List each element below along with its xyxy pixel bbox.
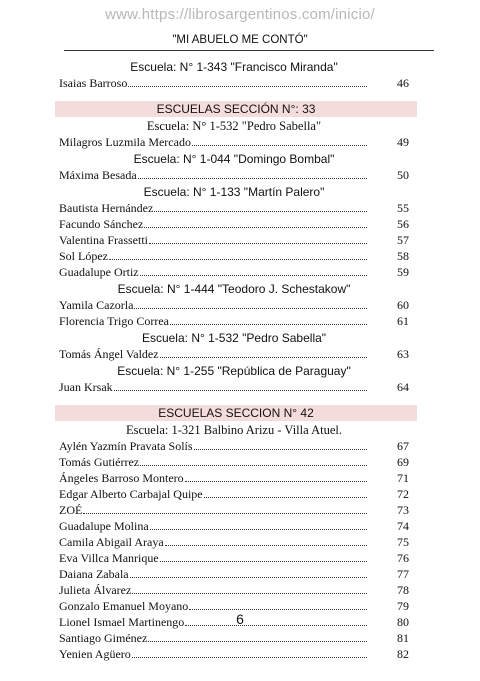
dot-leader — [130, 577, 367, 578]
school-heading: Escuela: N° 1-532 "Pedro Sabella" — [141, 331, 327, 345]
toc-entry — [59, 379, 409, 395]
page-ref: 79 — [397, 599, 409, 613]
student-name: Tomás Ángel Valdez — [59, 347, 159, 361]
dot-leader — [185, 481, 367, 482]
toc-entry — [59, 216, 409, 232]
dot-leader — [150, 529, 367, 530]
student-name: Aylén Yazmín Pravata Solís — [59, 439, 193, 453]
page-ref: 80 — [397, 615, 409, 629]
dot-leader — [165, 545, 367, 546]
student-name: Tomás Gutiérrez — [59, 455, 140, 469]
toc-entry — [59, 550, 409, 566]
page-ref: 81 — [397, 631, 409, 645]
page-ref: 64 — [397, 380, 409, 394]
student-name: Sol López — [59, 249, 108, 263]
page-header-title: "MI ABUELO ME CONTÓ" — [172, 34, 308, 46]
dot-leader — [194, 449, 367, 450]
toc-entry — [59, 518, 409, 534]
toc-entry — [59, 582, 409, 598]
dot-leader — [138, 178, 367, 179]
dot-leader — [140, 275, 367, 276]
toc-entry — [59, 438, 409, 454]
page-ref: 82 — [397, 647, 409, 661]
page-ref: 49 — [397, 135, 409, 149]
page-ref: 74 — [397, 519, 409, 533]
student-name: Isaias Barroso — [59, 76, 128, 90]
page-ref: 46 — [397, 76, 409, 90]
toc-entry — [59, 486, 409, 502]
page-ref: 76 — [397, 551, 409, 565]
dot-leader — [160, 561, 367, 562]
school-heading: Escuela: N° 1-133 "Martín Palero" — [143, 185, 325, 199]
toc-entry — [59, 346, 409, 362]
dot-leader — [204, 497, 367, 498]
school-heading: Escuela: N° 1-444 "Teodoro J. Schestakow" — [117, 282, 351, 296]
section-heading-42: ESCUELAS SECCION N° 42 — [55, 405, 417, 421]
toc-entry — [59, 630, 409, 646]
student-name: Máxima Besada — [59, 168, 137, 182]
page-ref: 60 — [397, 298, 409, 312]
toc-entry — [59, 646, 409, 662]
student-name: Yenien Agüero — [59, 647, 131, 661]
student-name: Eva Villca Manrique — [59, 551, 159, 565]
dot-leader — [189, 609, 367, 610]
toc-entry — [59, 454, 409, 470]
student-name: Lionel Ismael Martinengo — [59, 615, 185, 629]
toc-entry — [59, 264, 409, 280]
page-ref: 67 — [397, 439, 409, 453]
dot-leader — [128, 86, 367, 87]
dot-leader — [132, 593, 367, 594]
school-heading: Escuela: N° 1-532 "Pedro Sabella" — [146, 119, 322, 133]
page-ref: 63 — [397, 347, 409, 361]
student-name: Julieta Álvarez — [59, 583, 132, 597]
student-name: Guadalupe Molina — [59, 519, 149, 533]
student-name: Camila Abigail Araya — [59, 535, 164, 549]
page-ref: 78 — [397, 583, 409, 597]
school-heading: Escuela: N° 1-255 "República de Paraguay" — [117, 364, 351, 378]
page-ref: 73 — [397, 503, 409, 517]
student-name: Milagros Luzmila Mercado — [59, 135, 191, 149]
dot-leader — [140, 465, 367, 466]
toc-entry — [59, 566, 409, 582]
student-name: ZOÉ — [59, 503, 83, 517]
toc-entry — [59, 470, 409, 486]
student-name: Juan Krsak — [59, 380, 113, 394]
header-divider — [64, 50, 434, 51]
page-ref: 59 — [397, 265, 409, 279]
student-name: Gonzalo Emanuel Moyano — [59, 599, 189, 613]
student-name: Edgar Alberto Carbajal Quipe — [59, 487, 203, 501]
student-name: Florencia Trigo Correa — [59, 314, 169, 328]
toc-entry — [59, 248, 409, 264]
toc-entry — [59, 313, 409, 329]
page-ref: 69 — [397, 455, 409, 469]
toc-entry — [59, 297, 409, 313]
dot-leader — [109, 259, 367, 260]
dot-leader — [134, 308, 367, 309]
page-ref: 61 — [397, 314, 409, 328]
toc-entry — [59, 75, 409, 91]
page-ref: 72 — [397, 487, 409, 501]
toc-entry — [59, 200, 409, 216]
school-heading: Escuela: 1-321 Balbino Arizu - Villa Atuel. — [126, 423, 342, 437]
student-name: Bautista Hernández — [59, 201, 154, 215]
school-heading: Escuela: N° 1-343 "Francisco Miranda" — [130, 60, 338, 74]
page-ref: 58 — [397, 249, 409, 263]
dot-leader — [144, 227, 367, 228]
dot-leader — [192, 145, 367, 146]
school-heading: Escuela: N° 1-044 "Domingo Bombal" — [133, 152, 335, 166]
section-heading-33: ESCUELAS SECCIÓN N°: 33 — [55, 101, 417, 117]
student-name: Valentina Frassetti — [59, 233, 148, 247]
dot-leader — [132, 657, 367, 658]
dot-leader — [160, 357, 367, 358]
toc-entry — [59, 232, 409, 248]
toc-entry — [59, 134, 409, 150]
page-ref: 57 — [397, 233, 409, 247]
toc-entry — [59, 534, 409, 550]
student-name: Ángeles Barroso Montero — [59, 471, 184, 485]
student-name: Facundo Sánchez — [59, 217, 144, 231]
table-of-contents — [59, 58, 409, 662]
page-ref: 56 — [397, 217, 409, 231]
watermark-url: www.https://librosargentinos.com/inicio/ — [105, 6, 375, 23]
student-name: Yamila Cazorla — [59, 298, 134, 312]
toc-entry — [59, 502, 409, 518]
page-ref: 77 — [397, 567, 409, 581]
dot-leader — [83, 513, 367, 514]
dot-leader — [170, 324, 367, 325]
page-ref: 71 — [397, 471, 409, 485]
page-ref: 75 — [397, 535, 409, 549]
page-ref: 50 — [397, 168, 409, 182]
student-name: Guadalupe Ortiz — [59, 265, 139, 279]
page-number: 6 — [236, 611, 244, 627]
toc-entry — [59, 167, 409, 183]
page-ref: 55 — [397, 201, 409, 215]
dot-leader — [149, 243, 367, 244]
student-name: Daiana Zabala — [59, 567, 129, 581]
dot-leader — [114, 390, 367, 391]
dot-leader — [154, 211, 367, 212]
student-name: Santiago Giménez — [59, 631, 148, 645]
dot-leader — [148, 641, 367, 642]
